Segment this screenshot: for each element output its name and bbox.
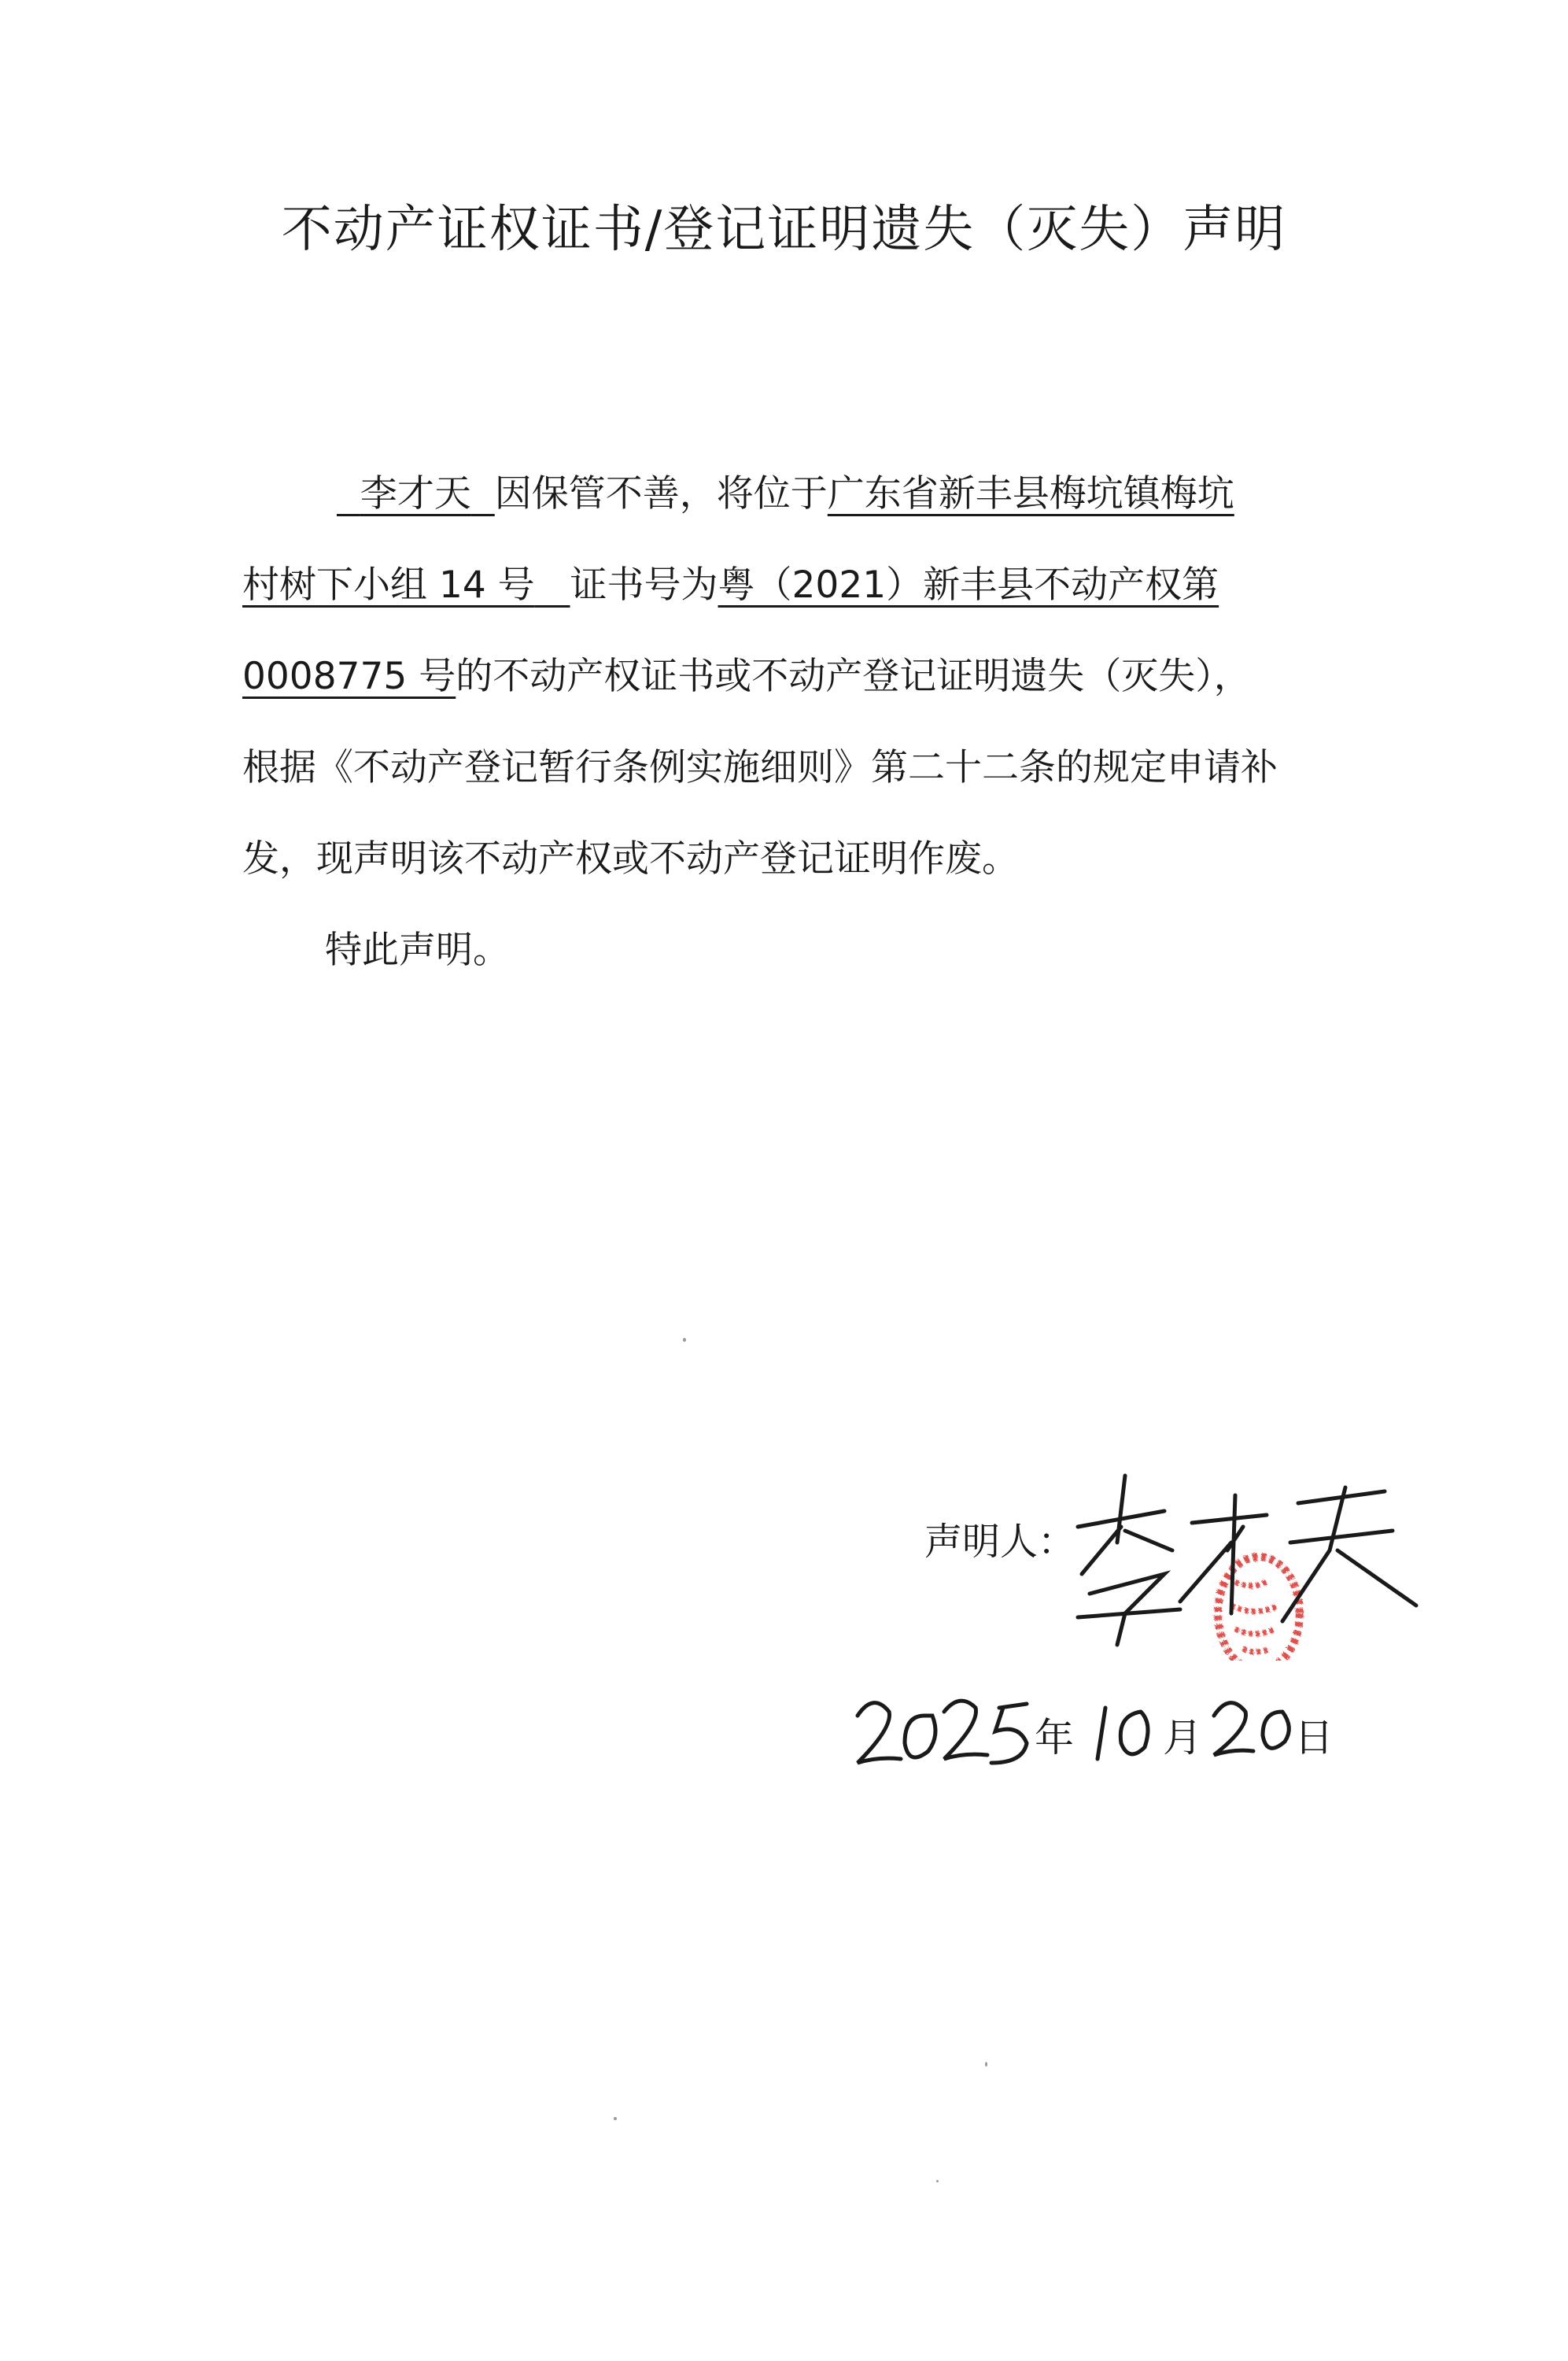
signature-date [850, 1668, 1337, 1794]
owner-name: 李才天 [360, 472, 471, 515]
body-line-2 [242, 556, 1219, 608]
body-line-4: 根据《不动产登记暂行条例实施细则》第二十二条的规定申请补 [242, 746, 1278, 789]
body-text-1: 因保管不善，将位于 [494, 472, 828, 515]
scan-speck [936, 2180, 939, 2182]
date-day-char: 日 [1294, 1715, 1334, 1761]
body-text-3: 的不动产权证书或不动产登记证明遗失（灭失）， [456, 655, 1251, 698]
address-part-1: 广东省新丰县梅坑镇梅坑 [827, 472, 1234, 515]
body-line-3 [242, 647, 1251, 700]
body-line-1 [337, 464, 1234, 517]
signature-stroke-1 [1078, 1476, 1180, 1645]
scan-speck [985, 2062, 987, 2067]
date-month-char: 月 [1163, 1715, 1202, 1761]
handwritten-day [1208, 1688, 1302, 1767]
document-title: 不动产证权证书/登记证明遗失（灭失）声明 [281, 201, 1287, 259]
date-year-char: 年 [1035, 1715, 1074, 1761]
handwritten-signature [1046, 1456, 1440, 1661]
cert-number-part-2: 0008775 号 [242, 655, 456, 698]
address-part-2: 村树下小组 14 号 [242, 563, 535, 607]
body-line-5: 发，现声明该不动产权或不动产登记证明作废。 [242, 837, 1019, 881]
cert-number-part-1: 粤（2021）新丰县不动产权第 [718, 563, 1219, 607]
scan-speck [683, 1338, 686, 1342]
body-text-2: 证书号为 [570, 563, 718, 607]
scan-speck [614, 2117, 617, 2120]
closing-text: 特此声明。 [325, 929, 510, 972]
signer-label: 声明人： [924, 1520, 1076, 1564]
handwritten-year [850, 1684, 1046, 1771]
